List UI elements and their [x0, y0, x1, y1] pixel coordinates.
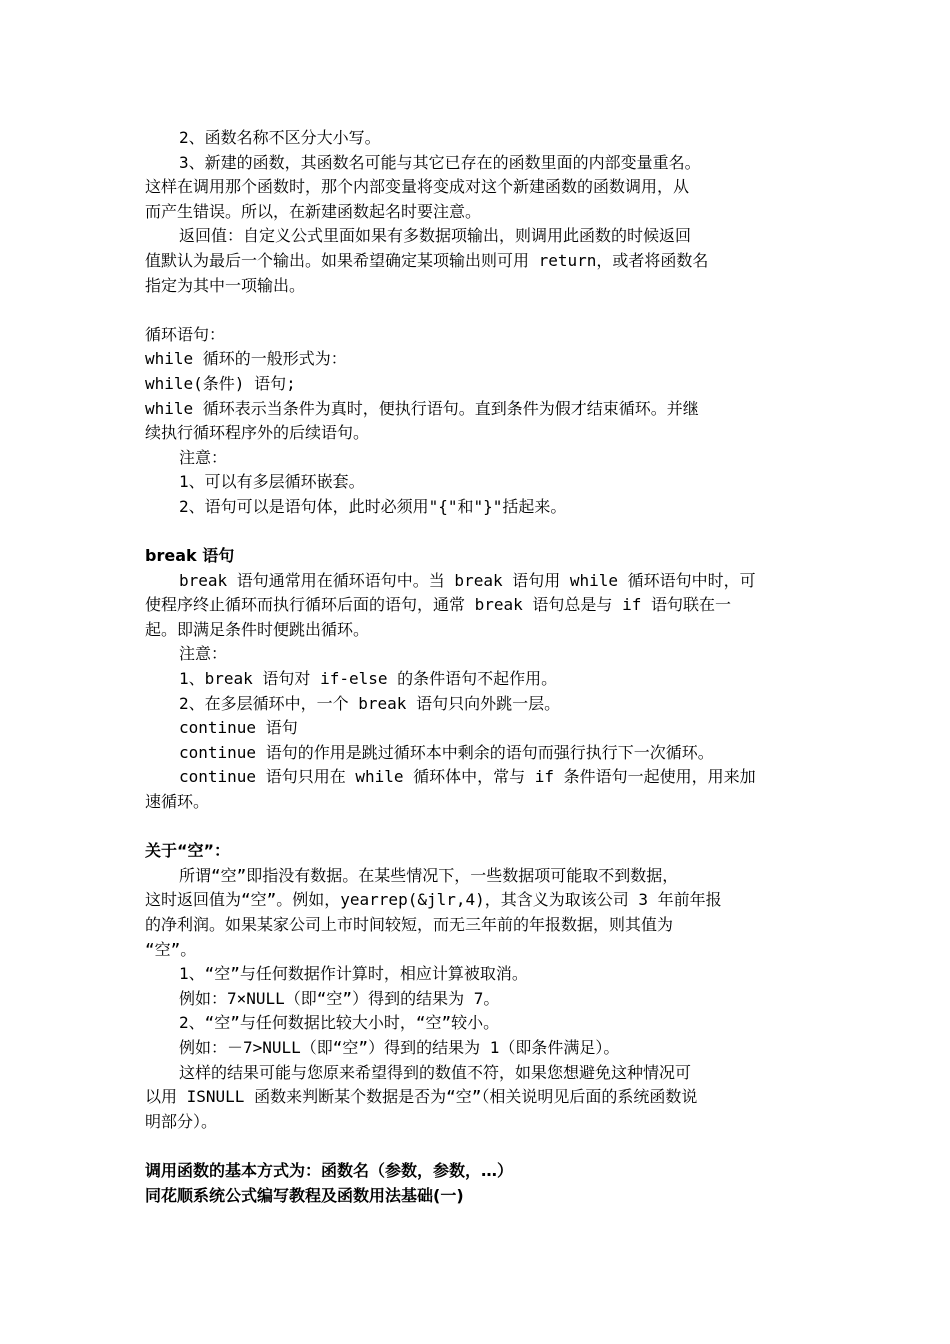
null-tip-line2: 以用 ISNULL 函数来判断某个数据是否为“空”（相关说明见后面的系统函数说	[145, 1087, 698, 1107]
function-note-2: 2、函数名称不区分大小写。	[179, 128, 381, 147]
document-page	[145, 126, 807, 1208]
spacer	[145, 298, 807, 323]
break-desc-line1: break 语句通常用在循环语句中。当 break 语句用 while 循环语句中时，可	[179, 570, 756, 590]
break-note-2: 2、在多层循环中，一个 break 语句只向外跳一层。	[179, 693, 561, 713]
null-rule-2: 2、“空”与任何数据比较大小时，“空”较小。	[179, 1013, 500, 1033]
tutorial-title: 同花顺系统公式编写教程及函数用法基础(一)	[145, 1185, 464, 1205]
continue-usage-line2: 速循环。	[145, 792, 210, 812]
break-desc-line2: 使程序终止循环而执行循环后面的语句，通常 break 语句总是与 if 语句联在一	[145, 595, 731, 615]
null-rule-1: 1、“空”与任何数据作计算时，相应计算被取消。	[179, 964, 528, 984]
null-heading: 关于“空”：	[145, 841, 231, 861]
null-desc-line4: “空”。	[145, 939, 197, 959]
spacer	[145, 1134, 807, 1159]
break-heading: break 语句	[145, 546, 235, 566]
loop-note-1: 1、可以有多层循环嵌套。	[179, 472, 365, 492]
null-desc-line1: 所谓“空”即指没有数据。在某些情况下，一些数据项可能取不到数据，	[179, 865, 679, 885]
loop-heading: 循环语句：	[145, 324, 226, 344]
loop-syntax: while(条件) 语句;	[145, 373, 296, 393]
break-desc-line3: 起。即满足条件时便跳出循环。	[145, 619, 370, 639]
null-desc-line3: 的净利润。如果某家公司上市时间较短，而无三年前的年报数据，则其值为	[145, 915, 674, 934]
null-desc-line2: 这时返回值为“空”。例如，yearrep(&jlr,4)，其含义为取该公司 3 年前年报	[145, 890, 722, 910]
loop-note-label: 注意：	[179, 447, 228, 467]
continue-usage-line1: continue 语句只用在 while 循环体中，常与 if 条件语句一起使用，用来加	[179, 767, 756, 787]
return-value-line3: 指定为其中一项输出。	[145, 275, 306, 295]
loop-desc-line1: while 循环表示当条件为真时，便执行语句。直到条件为假才结束循环。并继	[145, 398, 699, 418]
null-tip-line1: 这样的结果可能与您原来希望得到的数值不符，如果您想避免这种情况可	[179, 1062, 692, 1082]
break-note-label: 注意：	[179, 644, 228, 664]
function-note-3-line3: 而产生错误。所以，在新建函数起名时要注意。	[145, 201, 482, 221]
null-example-2: 例如：－7>NULL（即“空”）得到的结果为 1（即条件满足）。	[179, 1037, 620, 1057]
spacer	[145, 815, 807, 840]
continue-desc: continue 语句的作用是跳过循环本中剩余的语句而强行执行下一次循环。	[179, 742, 714, 762]
continue-heading: continue 语句	[179, 718, 298, 738]
break-note-1: 1、break 语句对 if-else 的条件语句不起作用。	[179, 669, 558, 689]
loop-desc-line2: 续执行循环程序外的后续语句。	[145, 423, 370, 443]
return-value-line1: 返回值：自定义公式里面如果有多数据项输出，则调用此函数的时候返回	[179, 226, 692, 246]
function-note-3-line2: 这样在调用那个函数时，那个内部变量将变成对这个新建函数的函数调用，从	[145, 177, 690, 197]
function-note-3-line1: 3、新建的函数，其函数名可能与其它已存在的函数里面的内部变量重名。	[179, 152, 701, 172]
call-syntax-heading: 调用函数的基本方式为：函数名（参数，参数，…）	[145, 1160, 514, 1180]
null-example-1: 例如：7×NULL（即“空”）得到的结果为 7。	[179, 988, 500, 1008]
loop-form-intro: while 循环的一般形式为：	[145, 349, 347, 369]
return-value-line2: 值默认为最后一个输出。如果希望确定某项输出则可用 return，或者将函数名	[145, 250, 709, 270]
null-tip-line3: 明部分）。	[145, 1111, 218, 1131]
loop-note-2: 2、语句可以是语句体，此时必须用"{"和"}"括起来。	[179, 496, 567, 516]
spacer	[145, 520, 807, 545]
